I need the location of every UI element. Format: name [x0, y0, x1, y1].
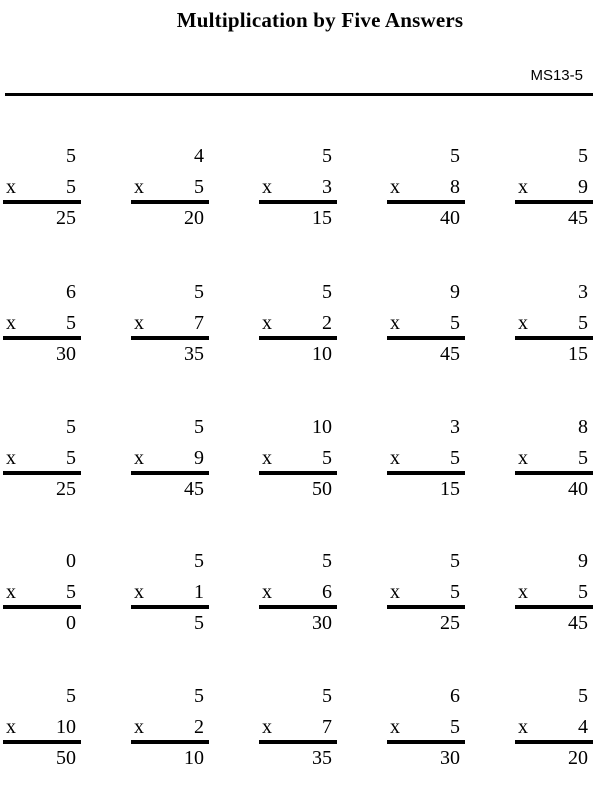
answer-line — [259, 605, 337, 609]
answer-line — [515, 605, 593, 609]
multiply-sign: x — [6, 312, 16, 334]
multiply-sign: x — [518, 716, 528, 738]
problem — [387, 144, 465, 264]
answer-line — [131, 740, 209, 744]
product-answer: 20 — [568, 747, 588, 769]
problem — [131, 684, 209, 804]
answer-line — [515, 200, 593, 204]
multiplier: 5 — [450, 581, 460, 603]
multiplier: 8 — [450, 176, 460, 198]
problem — [3, 144, 81, 264]
multiplier: 2 — [322, 312, 332, 334]
answer-line — [3, 336, 81, 340]
multiplier: 3 — [322, 176, 332, 198]
multiplier: 2 — [194, 716, 204, 738]
multiplier: 5 — [66, 312, 76, 334]
product-answer: 30 — [56, 343, 76, 365]
multiplier: 5 — [66, 176, 76, 198]
multiplier: 5 — [578, 581, 588, 603]
multiplicand: 5 — [322, 685, 332, 707]
multiplier: 5 — [66, 447, 76, 469]
worksheet-title: Multiplication by Five Answers — [176, 8, 464, 32]
multiply-sign: x — [390, 312, 400, 334]
problem — [259, 549, 337, 669]
multiplier: 9 — [578, 176, 588, 198]
multiplier: 5 — [66, 581, 76, 603]
problem — [515, 684, 593, 804]
answer-line — [387, 336, 465, 340]
problem — [515, 280, 593, 400]
header-divider — [5, 93, 593, 96]
multiply-sign: x — [390, 716, 400, 738]
multiply-sign: x — [134, 581, 144, 603]
multiply-sign: x — [6, 176, 16, 198]
problem — [3, 684, 81, 804]
problem — [387, 280, 465, 400]
multiplier: 10 — [56, 716, 76, 738]
multiplicand: 5 — [578, 685, 588, 707]
problem — [131, 280, 209, 400]
multiplicand: 4 — [194, 145, 204, 167]
multiply-sign: x — [134, 716, 144, 738]
answer-line — [3, 605, 81, 609]
multiply-sign: x — [262, 312, 272, 334]
problem — [259, 684, 337, 804]
multiplier: 5 — [578, 447, 588, 469]
multiply-sign: x — [134, 447, 144, 469]
answer-line — [387, 471, 465, 475]
answer-line — [515, 336, 593, 340]
problem — [3, 549, 81, 669]
product-answer: 25 — [56, 207, 76, 229]
multiplier: 5 — [450, 447, 460, 469]
answer-line — [515, 740, 593, 744]
multiplicand: 10 — [312, 416, 332, 438]
multiply-sign: x — [134, 176, 144, 198]
product-answer: 25 — [440, 612, 460, 634]
multiply-sign: x — [518, 581, 528, 603]
multiplicand: 5 — [450, 550, 460, 572]
product-answer: 10 — [184, 747, 204, 769]
multiply-sign: x — [262, 176, 272, 198]
multiply-sign: x — [390, 447, 400, 469]
multiplicand: 3 — [450, 416, 460, 438]
multiply-sign: x — [262, 716, 272, 738]
worksheet-code: MS13-5 — [530, 67, 583, 84]
multiplicand: 5 — [450, 145, 460, 167]
problem — [387, 415, 465, 535]
problem — [515, 415, 593, 535]
multiplier: 7 — [194, 312, 204, 334]
multiply-sign: x — [262, 447, 272, 469]
product-answer: 40 — [440, 207, 460, 229]
multiplier: 5 — [322, 447, 332, 469]
multiplier: 5 — [194, 176, 204, 198]
multiplicand: 5 — [578, 145, 588, 167]
multiply-sign: x — [6, 581, 16, 603]
multiplicand: 8 — [578, 416, 588, 438]
problem — [131, 415, 209, 535]
product-answer: 10 — [312, 343, 332, 365]
product-answer: 50 — [312, 478, 332, 500]
answer-line — [259, 200, 337, 204]
answer-line — [131, 605, 209, 609]
product-answer: 15 — [312, 207, 332, 229]
multiply-sign: x — [262, 581, 272, 603]
product-answer: 50 — [56, 747, 76, 769]
product-answer: 5 — [194, 612, 204, 634]
answer-line — [387, 605, 465, 609]
answer-line — [387, 740, 465, 744]
multiplicand: 5 — [322, 550, 332, 572]
multiply-sign: x — [518, 176, 528, 198]
multiplicand: 5 — [66, 685, 76, 707]
problem — [131, 549, 209, 669]
multiply-sign: x — [6, 447, 16, 469]
answer-line — [387, 200, 465, 204]
answer-line — [131, 336, 209, 340]
multiplicand: 5 — [66, 145, 76, 167]
product-answer: 0 — [66, 612, 76, 634]
problem — [387, 684, 465, 804]
multiplicand: 9 — [450, 281, 460, 303]
product-answer: 35 — [312, 747, 332, 769]
multiply-sign: x — [390, 581, 400, 603]
problem — [515, 549, 593, 669]
product-answer: 15 — [440, 478, 460, 500]
product-answer: 45 — [184, 478, 204, 500]
multiplier: 9 — [194, 447, 204, 469]
multiplicand: 6 — [450, 685, 460, 707]
problem — [131, 144, 209, 264]
problem — [3, 415, 81, 535]
multiplicand: 5 — [194, 685, 204, 707]
product-answer: 25 — [56, 478, 76, 500]
problem — [259, 144, 337, 264]
multiply-sign: x — [518, 447, 528, 469]
multiplicand: 5 — [194, 416, 204, 438]
product-answer: 20 — [184, 207, 204, 229]
answer-line — [259, 336, 337, 340]
multiplier: 5 — [578, 312, 588, 334]
multiplicand: 5 — [322, 281, 332, 303]
multiplier: 5 — [450, 716, 460, 738]
multiplicand: 5 — [66, 416, 76, 438]
multiply-sign: x — [518, 312, 528, 334]
problem — [515, 144, 593, 264]
product-answer: 35 — [184, 343, 204, 365]
problem — [259, 415, 337, 535]
answer-line — [3, 471, 81, 475]
answer-line — [131, 471, 209, 475]
multiplicand: 5 — [194, 550, 204, 572]
multiplier: 6 — [322, 581, 332, 603]
multiplicand: 5 — [194, 281, 204, 303]
multiply-sign: x — [390, 176, 400, 198]
product-answer: 45 — [440, 343, 460, 365]
answer-line — [3, 200, 81, 204]
multiplicand: 5 — [322, 145, 332, 167]
product-answer: 15 — [568, 343, 588, 365]
problem — [3, 280, 81, 400]
multiplicand: 9 — [578, 550, 588, 572]
product-answer: 30 — [312, 612, 332, 634]
answer-line — [131, 200, 209, 204]
multiply-sign: x — [6, 716, 16, 738]
multiplicand: 3 — [578, 281, 588, 303]
product-answer: 40 — [568, 478, 588, 500]
answer-line — [3, 740, 81, 744]
product-answer: 45 — [568, 207, 588, 229]
problem — [259, 280, 337, 400]
product-answer: 30 — [440, 747, 460, 769]
multiplicand: 6 — [66, 281, 76, 303]
answer-line — [259, 471, 337, 475]
multiplier: 4 — [578, 716, 588, 738]
product-answer: 45 — [568, 612, 588, 634]
answer-line — [259, 740, 337, 744]
multiplier: 7 — [322, 716, 332, 738]
problem — [387, 549, 465, 669]
answer-line — [515, 471, 593, 475]
multiplicand: 0 — [66, 550, 76, 572]
multiplier: 5 — [450, 312, 460, 334]
multiplier: 1 — [194, 581, 204, 603]
multiply-sign: x — [134, 312, 144, 334]
